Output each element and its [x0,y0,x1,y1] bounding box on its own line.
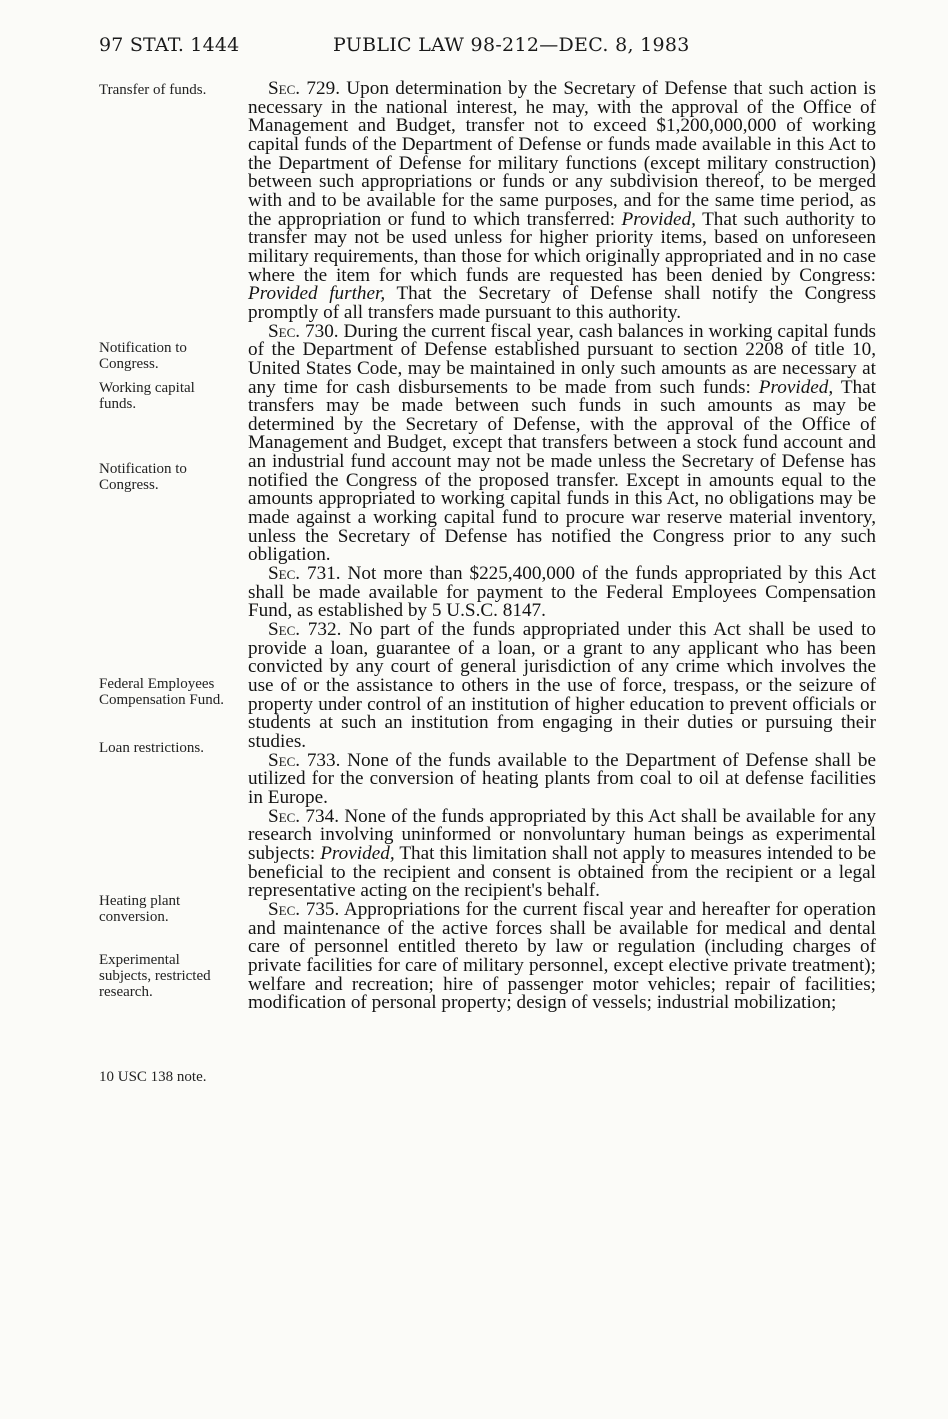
proviso-term: Provided, [621,208,696,230]
section-733 [248,749,876,808]
section-label: Sec. [268,320,301,342]
section-label: Sec. [268,805,301,827]
proviso-term: Provided, [758,376,834,398]
section-label: Sec. [268,78,301,99]
section-735 [248,898,876,1014]
margin-note-loan-restrictions: Loan restrictions. [99,740,204,756]
section-731 [248,565,876,621]
section-text: During the current fiscal year, cash balances in working capital funds of the Department of Defense established pursuant to section 2208 of title 10, United States Code, may be maintained in only such amounts as are necessary at any time for cash disbursements to be made from such funds: [248,320,877,398]
section-text: Appropriations for the current fiscal year and hereafter for operation and maintenance of the active forces shall be available for medical and dental care of personnel entitled thereto by law or regulation (including charges of private facilities for care of military personnel, except elective private treatment); welfare and recreation; hire of passenger motor vehicles; repair of facilities; modification of personal property; design of vessels; industrial mobilization; [248,898,876,1014]
proviso-term: Provided, [320,842,395,864]
section-text: Not more than $225,400,000 of the funds appropriated by this Act shall be made available for payment to the Federal Employees Compensation Fund, as established by 5 U.S.C. 8147. [248,563,877,622]
section-text: No part of the funds appropriated under this Act shall be used to provide a loan, guarantee of a loan, or a grant to any applicant who has been convicted by any court of general jurisdiction of any crime which involves the use of or the assistance to others in the use of force, trespass, or the seizure of property under control of an institution of higher education to prevent officials or students at such an institution from engaging in their duties or pursuing their studies. [248,619,877,752]
margin-note-notification-to-congress: Notification to Congress. [99,340,187,372]
margin-note-heating-plant-conversion: Heating plant conversion. [99,893,181,925]
section-729 [248,80,876,323]
section-730 [248,320,877,566]
statute-body [248,80,876,1013]
section-732 [248,621,876,752]
section-number: 735. [305,898,340,920]
section-number: 734. [305,805,339,827]
margin-note-notification-to-congress-2: Notification to Congress. [99,461,187,493]
section-label: Sec. [268,749,301,771]
section-number: 730. [305,320,339,342]
margin-note-transfer-of-funds: Transfer of funds. [99,82,207,98]
section-number: 732. [307,619,342,641]
margin-note-usc-citation: 10 USC 138 note. [99,1069,207,1085]
section-label: Sec. [268,563,301,585]
section-text: That this limitation shall not apply to measures intended to be beneficial to the recipient and consent is obtained from the recipient or a legal representative acting on the recipient's behalf. [248,842,877,902]
margin-note-experimental-subjects: Experimental subjects, restricted research. [99,952,211,1000]
proviso-term: Provided further, [248,283,386,305]
margin-note-federal-employees-compensation-fund: Federal Employees Compensation Fund. [99,676,225,708]
section-number: 729. [306,78,340,99]
section-label: Sec. [268,619,301,641]
section-text: That transfers may be made between such funds in such amounts as may be determined by the Secretary of Defense, with the approval of the Office of Management and Budget, except that transfers between a stock fund account and an industrial fund account may not be made unless the Secretary of Defense has notified the Congress of the proposed transfer. Except in amounts equal to the amounts appropriated to working capital funds in this Act, no obligations may be made against a working capital fund to procure war reserve material inventory, unless the Secretary of Defense has notified the Congress prior to any such obligation. [248,376,876,566]
public-law-header: PUBLIC LAW 98-212—DEC. 8, 1983 [333,34,690,56]
section-text: That such authority to transfer may not be used unless for higher priority items, based on unforeseen military requirements, than those for which originally appropriated and in no case where the item for which funds are requested has been denied by Congress: [248,208,877,286]
margin-note-working-capital-funds: Working capital funds. [99,380,195,412]
section-734 [248,805,877,902]
section-text: That the Secretary of Defense shall notify the Congress promptly of all transfers made pursuant to this authority. [248,283,876,323]
section-text: None of the funds available to the Department of Defense shall be utilized for the conversion of heating plants from coal to oil at defense facilities in Europe. [248,749,876,808]
section-label: Sec. [268,898,301,920]
stat-page-number: 97 STAT. 1444 [99,34,240,56]
section-number: 731. [307,563,341,585]
section-number: 733. [306,749,341,771]
section-text: Upon determination by the Secretary of Defense that such action is necessary in the national interest, he may, with the approval of the Office of Management and Budget, transfer not to exceed $1,200,000,000 of working capital funds of the Department of Defense or funds made available in this Act to the Department of Defense for military functions (except military construction) between such appropriations or funds or any subdivision thereof, to be merged with and to be available for the same purposes, and for the same time period, as the appropriation or fund to which transferred: [248,78,877,230]
section-text: None of the funds appropriated by this Act shall be available for any research involving uninformed or nonvoluntary human beings as experimental subjects: [248,805,877,864]
